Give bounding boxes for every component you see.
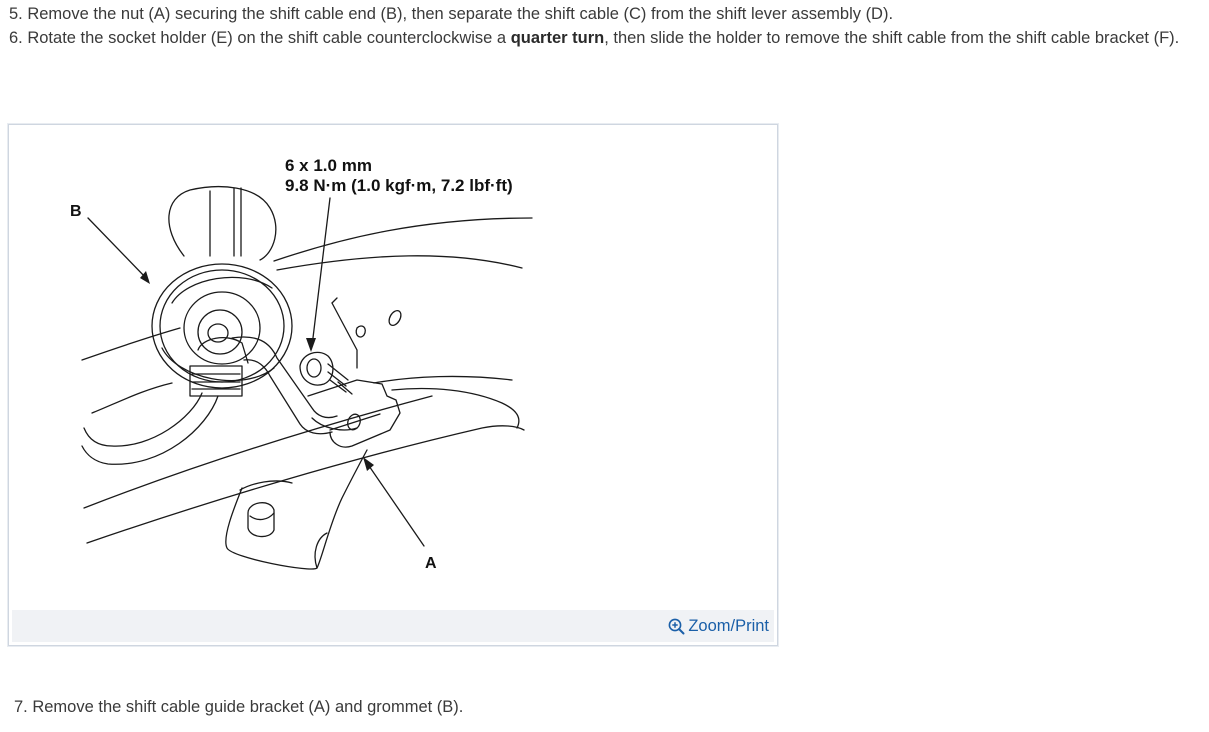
frame-line: [277, 256, 522, 270]
lower-mount-boss: [250, 513, 274, 520]
leader-a: [367, 463, 424, 546]
label-b: B: [70, 203, 82, 220]
cable-bracket: [308, 380, 400, 447]
grommet-ring-detail: [172, 277, 272, 303]
leader-spec: [312, 198, 330, 346]
arrowhead-spec: [306, 338, 316, 352]
zoom-print-label: Zoom/Print: [688, 616, 769, 635]
spec-line-2: 9.8 N·m (1.0 kgf·m, 7.2 lbf·ft): [285, 176, 513, 195]
grommet-hub: [198, 310, 242, 354]
label-a: A: [425, 555, 437, 572]
frame-line: [374, 376, 512, 383]
grommet-knob: [169, 187, 276, 260]
lower-mount: [226, 450, 367, 569]
spec-line-1: 6 x 1.0 mm: [285, 156, 372, 175]
lower-mount: [315, 533, 327, 568]
shift-cable-illustration: [12, 128, 774, 610]
step-6-text-end: , then slide the holder to remove the shift cable from the shift cable bracket (F).: [604, 29, 1180, 47]
step-6-emphasis: quarter turn: [510, 29, 605, 47]
frame-line: [82, 328, 180, 360]
grommet-inner: [184, 292, 260, 364]
illustration-figure: [8, 124, 778, 646]
frame-line: [392, 389, 519, 428]
illustration-canvas[interactable]: [12, 128, 774, 642]
zoom-print-link[interactable]: [668, 614, 769, 638]
leader-b: [88, 218, 148, 280]
plate-hole: [356, 326, 365, 337]
plate-hole: [387, 309, 404, 328]
plate-edge: [332, 303, 357, 368]
step-5-text: 5. Remove the nut (A) securing the shift cable end (B), then separate the shift cable (C) from the shift lever assembly (D).: [9, 5, 894, 23]
zoom-in-icon: [668, 618, 685, 635]
arrowhead-a: [363, 457, 374, 471]
step-7-text: 7. Remove the shift cable guide bracket (A) and grommet (B).: [14, 698, 464, 716]
nut-a: [300, 352, 333, 385]
frame-line: [84, 396, 432, 508]
plate-edge: [332, 298, 337, 303]
figure-footer: [12, 610, 774, 642]
nut-a-center: [307, 359, 321, 377]
step-6-text: [9, 26, 1199, 51]
frame-line: [87, 426, 524, 543]
frame-line: [274, 218, 532, 261]
shift-cable: [84, 393, 202, 446]
shift-cable: [82, 396, 218, 464]
step-6-text-start: 6. Rotate the socket holder (E) on the shift cable counterclockwise a: [9, 29, 511, 47]
frame-line: [92, 383, 172, 413]
